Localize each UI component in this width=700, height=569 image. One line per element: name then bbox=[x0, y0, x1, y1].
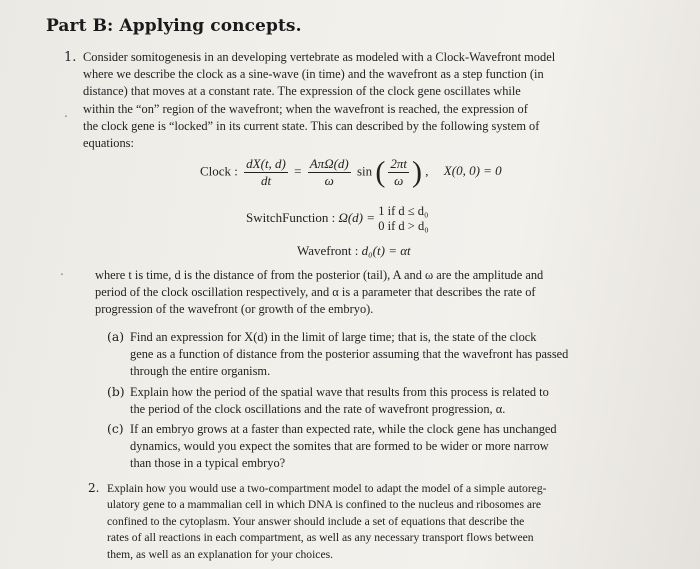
switch-lhs: Ω(d) = bbox=[338, 209, 376, 225]
wavefront-expression: d₀(t) = αt bbox=[361, 243, 411, 258]
q2-line: Explain how you would use a two-compartment model to adapt the model of a simple autoreg- bbox=[107, 482, 547, 495]
clock-arg-denominator: ω bbox=[394, 173, 404, 188]
switch-case-1: 1 if d ≤ d₀ bbox=[378, 204, 429, 218]
wavefront-equation bbox=[297, 243, 411, 259]
switch-cases bbox=[378, 204, 428, 234]
intro-line: Consider somitogenesis in an developing vertebrate as modeled with a Clock-Wavefront model bbox=[83, 50, 556, 64]
clock-equation bbox=[200, 156, 502, 189]
part-a-label: (a) bbox=[107, 329, 125, 344]
question-1-intro bbox=[83, 49, 643, 152]
part-a-line: Find an expression for X(d) in the limit of large time; that is, the state of the clock bbox=[130, 330, 537, 344]
clock-comma: , bbox=[425, 163, 429, 179]
clock-label: Clock : bbox=[200, 163, 238, 179]
switch-equation bbox=[246, 204, 429, 234]
part-b-text bbox=[130, 384, 630, 418]
part-a-line: through the entire organism. bbox=[130, 364, 271, 379]
part-b-line: the period of the clock oscillations and the rate of wavefront progression, α. bbox=[130, 402, 506, 417]
part-c-line: than those in a typical embryo? bbox=[130, 456, 286, 471]
section-heading: Part B: Applying concepts. bbox=[46, 16, 302, 36]
left-paren: ( bbox=[375, 155, 386, 189]
right-paren: ) bbox=[412, 155, 423, 189]
clock-rhs-fraction bbox=[308, 156, 351, 189]
part-c-label: (c) bbox=[107, 421, 124, 436]
part-c-text bbox=[130, 421, 630, 473]
clock-lhs-denominator: dt bbox=[260, 173, 272, 188]
clock-initial-condition: X(0, 0) = 0 bbox=[443, 163, 502, 179]
clock-arg-numerator: 2πt bbox=[390, 156, 408, 171]
intro-line: the clock gene is “locked” in its current state. This can described by the following system of bbox=[83, 118, 540, 133]
q2-line: ulatory gene to a mammalian cell in which DNA is confined to the nucleus and ribosomes are bbox=[107, 498, 542, 512]
question-2-text bbox=[107, 481, 627, 563]
variable-definitions bbox=[95, 267, 633, 319]
intro-line: within the “on” region of the wavefront; when the wavefront is reached, the expression of bbox=[83, 101, 528, 116]
intro-line: equations: bbox=[83, 136, 134, 151]
part-a-line: gene as a function of distance from the posterior assuming that the wavefront has passed bbox=[130, 347, 569, 362]
part-c-line: If an embryo grows at a faster than expected rate, while the clock gene has unchanged bbox=[130, 422, 557, 436]
part-b-line: Explain how the period of the spatial wave that results from this process is related to bbox=[130, 385, 549, 399]
part-c-line: dynamics, would you expect the somites that are formed to be wider or more narrow bbox=[130, 439, 549, 454]
q2-line: confined to the cytoplasm. Your answer should include a set of equations that describe the bbox=[107, 514, 525, 528]
margin-dot: . bbox=[60, 264, 64, 278]
clock-lhs-fraction bbox=[244, 156, 288, 189]
clock-rhs-numerator: AπΩ(d) bbox=[309, 156, 349, 171]
question-2-number: 2. bbox=[88, 481, 100, 495]
q2-line: rates of all reactions in each compartment, as well as any necessary transport flows between bbox=[107, 531, 534, 545]
intro-line: where we describe the clock as a sine-wave (in time) and the wavefront as a step function (in bbox=[83, 67, 544, 82]
definition-line: period of the clock oscillation respectively, and α is a parameter that describes the rate of bbox=[95, 285, 536, 300]
wavefront-label: Wavefront : bbox=[297, 243, 359, 258]
margin-dot: . bbox=[64, 106, 68, 120]
part-b-label: (b) bbox=[107, 384, 125, 399]
part-a-text bbox=[130, 329, 630, 381]
clock-lhs-numerator: dX(t, d) bbox=[246, 156, 286, 171]
q2-line: them, as well as an explanation for your choices. bbox=[107, 547, 334, 561]
definition-line: where t is time, d is the distance of from the posterior (tail), A and ω are the amplitude and bbox=[95, 268, 544, 282]
clock-rhs-denominator: ω bbox=[324, 173, 334, 188]
clock-arg-fraction bbox=[388, 156, 409, 189]
switch-label: SwitchFunction : bbox=[246, 209, 336, 225]
clock-sin: sin bbox=[357, 163, 373, 179]
definition-line: progression of the wavefront (or growth of the embryo). bbox=[95, 302, 374, 317]
question-1-number: 1. bbox=[64, 50, 77, 65]
intro-line: distance) that moves at a constant rate. The expression of the clock gene oscillates while bbox=[83, 84, 521, 99]
switch-case-2: 0 if d > d₀ bbox=[378, 219, 429, 233]
clock-equals: = bbox=[294, 163, 302, 179]
